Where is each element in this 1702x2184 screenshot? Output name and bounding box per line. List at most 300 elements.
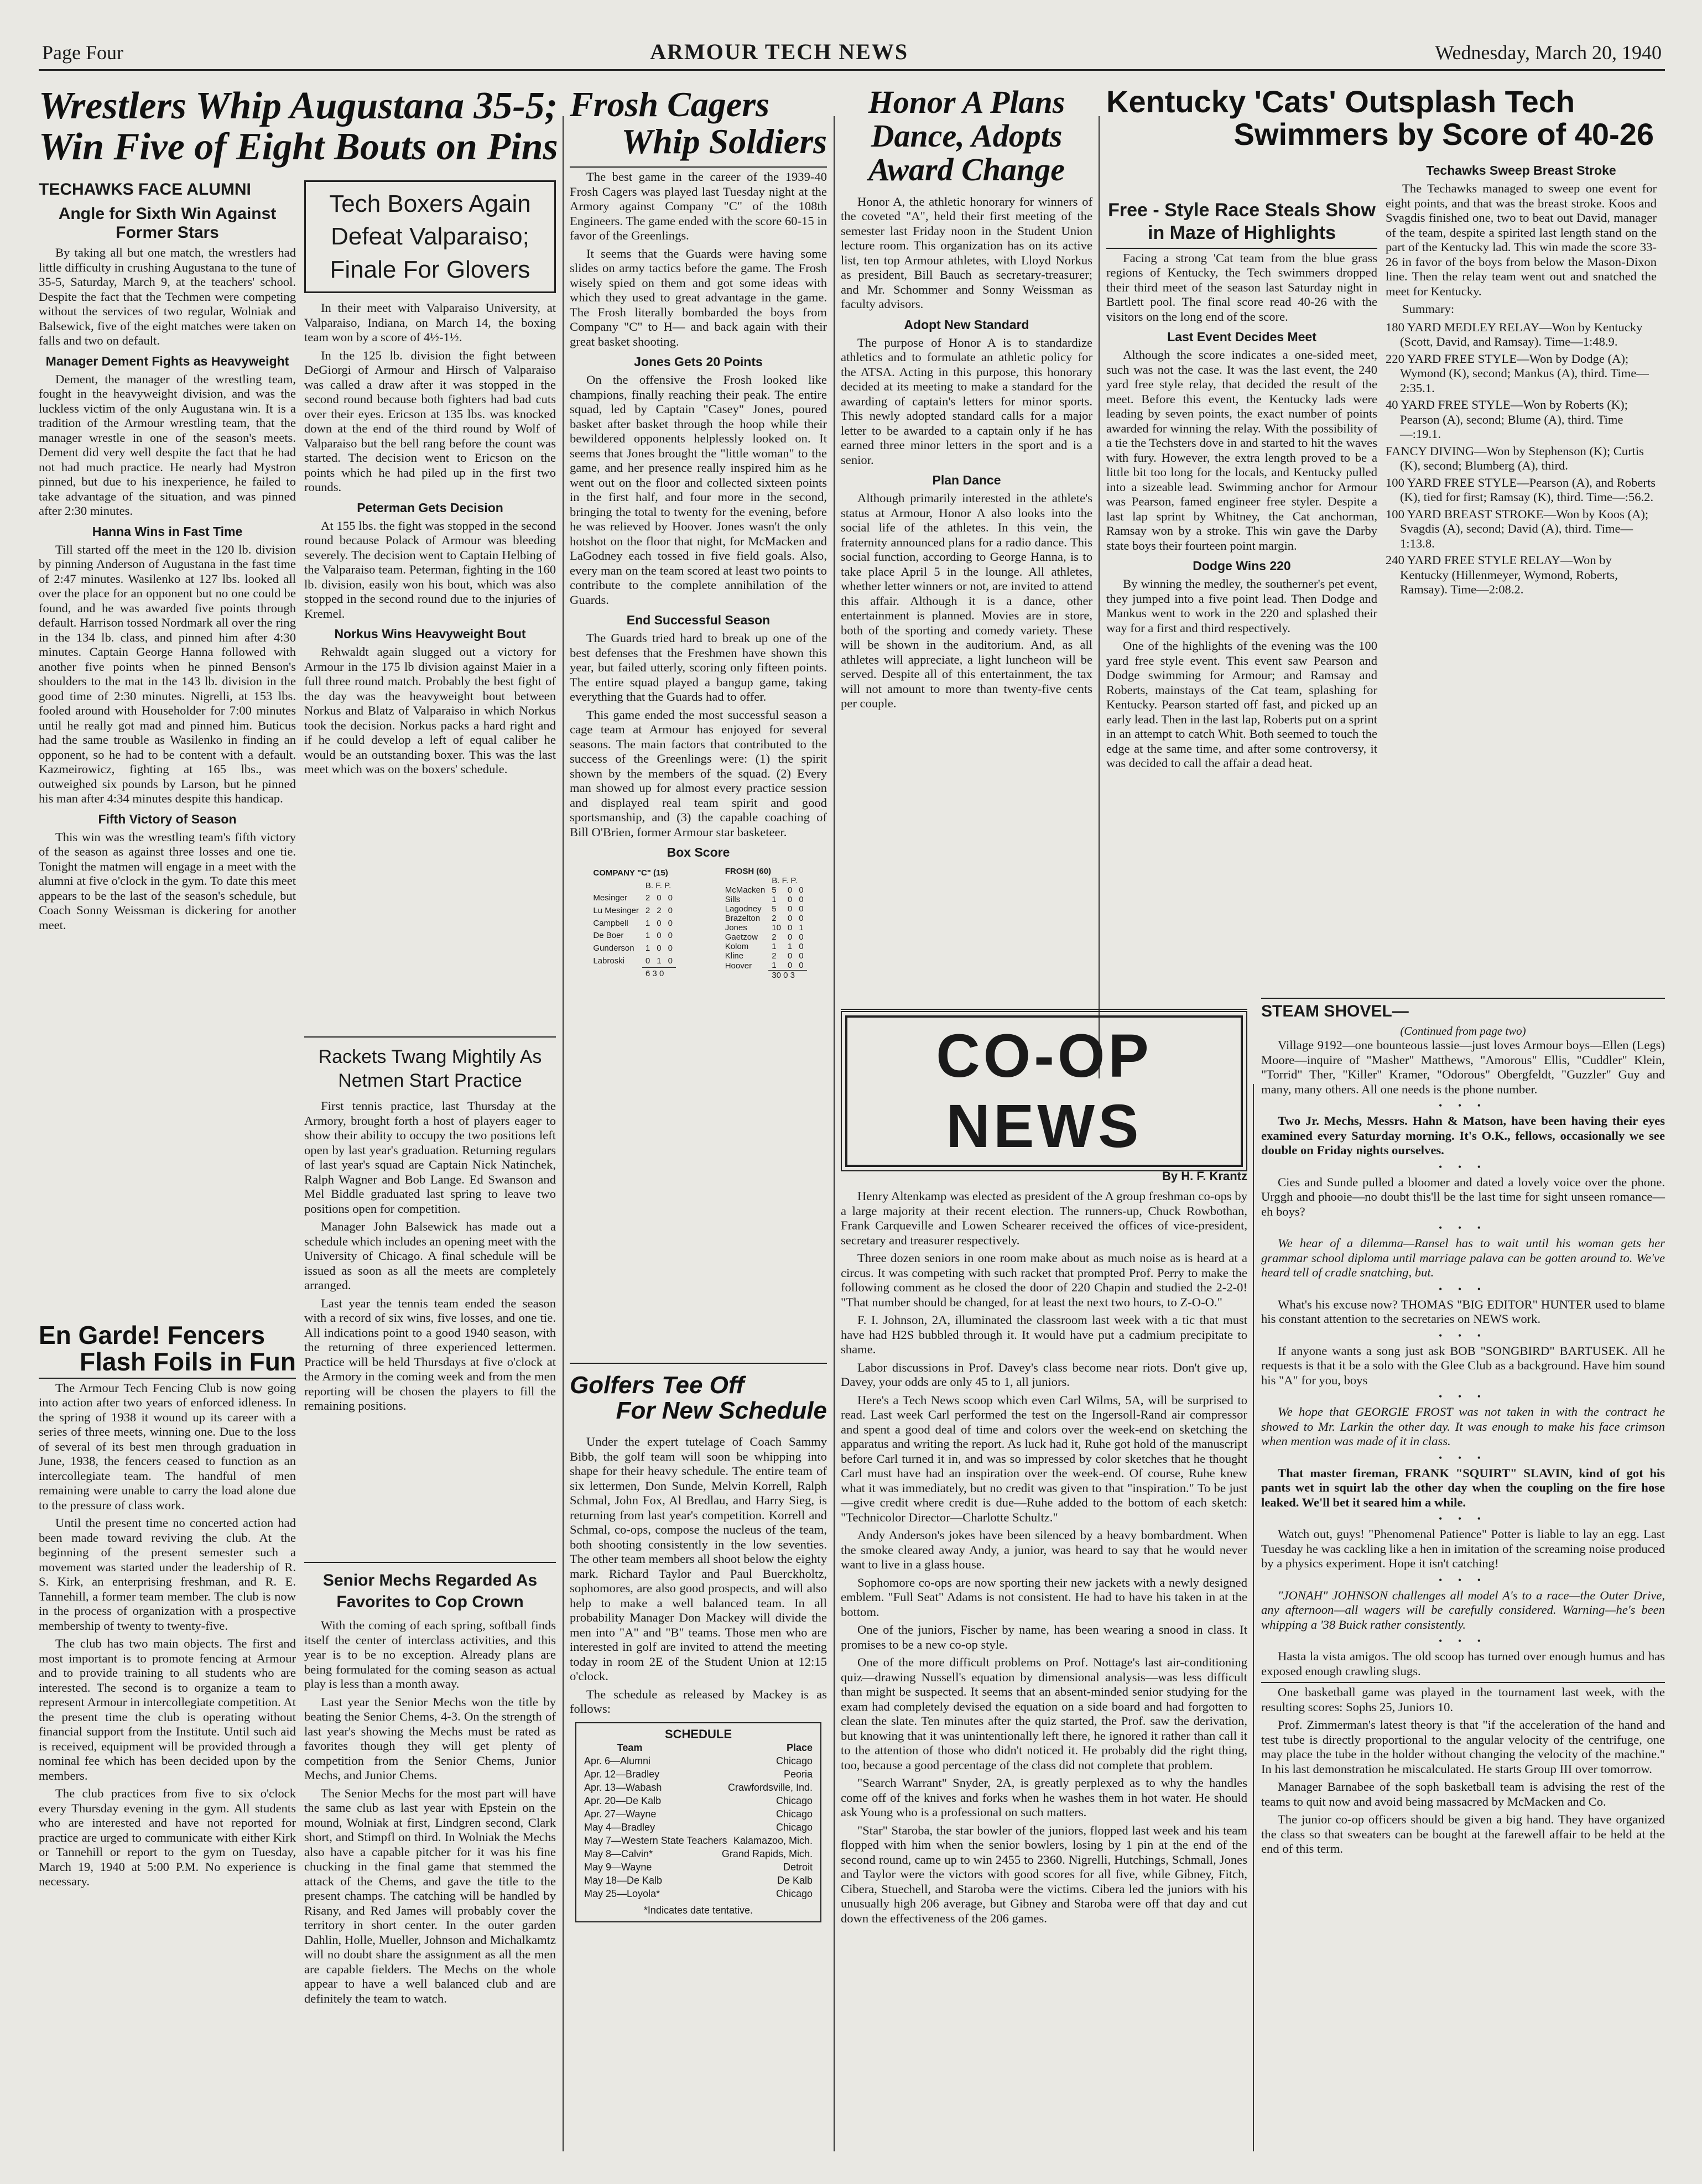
schedule-place: Detroit: [783, 1861, 813, 1873]
shovel-item: Village 9192—one bounteous lassie—just loves Armour boys—Ellen (Legs) Moore—inquire of "Masher" Matthews, "Amorous" Ellis, "Cuddler" Klein, "Torrid" Ther, "Killer" Kramer, "Odorous" Obergfeldt, "Guzzler" Guy and many, many others. All one needs is the phone number.: [1261, 1038, 1665, 1096]
box-score-cell: 0: [787, 951, 793, 961]
article-paragraph: Until the present time no concerted action had been made toward reviving the club. At the beginning of the present semester such a movement was started under the leadership of R. S. Kirk, an enterprising freshman, and R. E. Tannehill, a former team member. The club is now in the process of organization with a prospective membership of twenty to twenty-five.: [39, 1516, 296, 1633]
schedule-left: [584, 1807, 656, 1821]
box-score-cell: 0: [787, 904, 793, 914]
box-score-cell: 0: [668, 893, 673, 903]
schedule-left: [584, 1887, 660, 1900]
schedule-team: Western State Teachers: [621, 1834, 727, 1846]
newspaper-page: [39, 33, 1665, 2157]
headline-line: Win Five of Eight Bouts on Pins: [39, 125, 558, 168]
dash-separator: —: [616, 1768, 626, 1780]
box-score-cell: 10: [772, 923, 781, 933]
dash-separator: —: [616, 1795, 626, 1806]
shovel-item: What's his excuse now? THOMAS "BIG EDITOR" HUNTER used to blame his constant attention to the secretaries on NEWS work.: [1261, 1297, 1665, 1326]
box-total: 30 0 3: [768, 971, 806, 981]
separator: • • •: [1439, 1330, 1487, 1341]
separator: • • •: [1439, 1391, 1487, 1402]
schedule-team: Loyola*: [627, 1888, 660, 1899]
dash-separator: —: [611, 1834, 622, 1846]
shovel-item: Two Jr. Mechs, Messrs. Hahn & Matson, have been having their eyes examined every Saturday morning. It's O.K., fellows, occasionally we see double on Friday nights ourselves.: [1261, 1114, 1665, 1157]
article-paragraph: Facing a strong 'Cat team from the blue grass regions of Kentucky, the Tech swimmers dropped their third meet of the season last Saturday night in Bartlett pool. The final score read 40-26 with the visitors on the long end of the score.: [1106, 251, 1377, 324]
article-paragraph: The Guards tried hard to break up one of the best defenses that the Freshmen have shown this year, but failed utterly, scoring only fifteen points. The entire squad played a bangup game, taking everything that the Guards had to offer.: [570, 631, 827, 704]
rule: [304, 1036, 556, 1038]
box-score-cell: Lagodney: [725, 904, 762, 914]
dash-separator: —: [616, 1781, 626, 1793]
frosh-article: [570, 86, 827, 983]
kentucky-article-cont: [1386, 158, 1657, 600]
box-score-cell: 2: [772, 951, 777, 961]
schedule-place: Crawfordsville, Ind.: [727, 1781, 813, 1793]
article-paragraph: In their meet with Valparaiso University, at Valparaiso, Indiana, on March 14, the boxing team won by a score of 4½-1½.: [304, 301, 556, 345]
box-score-cell: 0: [787, 895, 793, 905]
article-paragraph: One of the highlights of the evening was the 100 yard free style event. This event saw Pearson and Dodge swimming for Armour; and Ramsay and Roberts, mainstays of the Cat team, splashing for Kentucky. Pearson started off fast, and picked up an early lead. Then in the last lap, Roberts put on a sprint in an attempt to catch Whit. Both seemed to touch the edge at the same time, and after some controversy, it was decided to call the affair a dead heat.: [1106, 639, 1377, 770]
box-score-cell: 1: [645, 943, 650, 953]
box-score-cell: 0: [657, 931, 662, 941]
shovel-item: Cies and Sunde pulled a bloomer and dated a lovely voice over the phone. Urggh and phooie—no doubt this'll be the last time for sight unseen romance—eh boys?: [1261, 1175, 1665, 1218]
box-total: 6 3 0: [642, 967, 676, 980]
article-paragraph: First tennis practice, last Thursday at the Armory, brought forth a host of players eager to show their ability to occupy the two positions left open by last year's graduation. Returning regulars of last year's squad are Captain Nick Natinchek, Ralph Wagner and Bob Lange. Ed Swanson and Mel Biddle graduated last spring to leave two positions open for competition.: [304, 1099, 556, 1216]
dash-separator: —: [616, 1808, 626, 1820]
box-score-cell: Sills: [725, 895, 741, 905]
box-score-row: [722, 923, 807, 932]
summary-line: 220 YARD FREE STYLE—Won by Dodge (A); Wymond (K), second; Mankus (A), third. Time—2:35.1.: [1386, 351, 1649, 395]
schedule-left: [584, 1847, 653, 1860]
box-score-cell: McMacken: [725, 885, 766, 895]
dash-separator: —: [611, 1848, 622, 1859]
rule: [570, 166, 827, 168]
article-paragraph: Dement, the manager of the wrestling team, fought in the heavyweight division, and was the luckless victim of the only Augustana win. It is a tradition of the Armour wrestling team, that the manager wrestle in one of the season's meets. Dement did very well despite the fact that he had not had much practice. He nearly had Mystron pinned, but due to his inexperience, he failed to take advantage of the situation, and was pinned after 2:30 minutes.: [39, 372, 296, 518]
schedule-rows: [584, 1754, 813, 1900]
box-score-row: [722, 914, 807, 923]
seniors-headline: Senior Mechs Regarded As Favorites to Cop Crown: [322, 1571, 538, 1611]
honor-a-article: [841, 86, 1092, 715]
box-score-row: [590, 904, 676, 917]
box-score-cell: 0: [657, 943, 662, 953]
box-team-head: COMPANY "C" (15): [593, 868, 668, 878]
article-paragraph: The best game in the career of the 1939-40 Frosh Cagers was played last Tuesday night at the Armory against Company "C" of the 108th Engineers. The game ended with the score 60-15 in favor of the Greenlings.: [570, 170, 827, 243]
schedule-team: Wayne: [626, 1808, 657, 1820]
box-score-cell: 0: [799, 895, 804, 905]
summary-line: FANCY DIVING—Won by Stephenson (K); Curtis (K), second; Blumberg (A), third.: [1386, 444, 1644, 472]
box-score-cell: 0: [799, 914, 804, 924]
coop-item: Sophomore co-ops are now sporting their new jackets with a newly designed emblem. "Full Seat" Adams is not consistent. He had to have his taken in at the bottom.: [841, 1575, 1247, 1619]
schedule-note: *Indicates date tentative.: [643, 1904, 753, 1916]
schedule-date: Apr. 6: [584, 1755, 611, 1766]
schedule-date: May 8: [584, 1848, 612, 1859]
dash-separator: —: [617, 1874, 627, 1886]
box-score-left: [590, 867, 676, 980]
wrestlers-article: [39, 177, 296, 936]
coop-item: Labor discussions in Prof. Davey's class become near riots. Don't give up, Davey, your odds are only 45 to 1, all juniors.: [841, 1360, 1247, 1389]
box-score-title: Box Score: [667, 845, 730, 860]
box-score-cell: 0: [668, 906, 673, 916]
schedule-row: [584, 1834, 813, 1847]
schedule-date: Apr. 12: [584, 1768, 616, 1780]
box-score-row: [590, 942, 676, 955]
article-paragraph: The Armour Tech Fencing Club is now going into action after two years of enforced idleness. In the spring of 1938 it wound up its career with a series of three meets, winning one. Due to the loss of several of its best men through graduation in June, 1938, the fencers ceased to function as an intercollegiate team. The handful of men remaining were unable to carry the load alone due to the pressure of class work.: [39, 1380, 296, 1512]
boxers-headline: Tech Boxers Again Defeat Valparaiso; Finale For Glovers: [304, 180, 556, 293]
box-cols: B. F. P.: [772, 876, 798, 886]
summary-line: 100 YARD FREE STYLE—Pearson (A), and Roberts (K), tied for first; Ramsay (K), third. Time—:56.2.: [1386, 475, 1656, 504]
box-score-cell: 1: [772, 895, 777, 905]
separator: • • •: [1439, 1283, 1487, 1295]
summary-line: 40 YARD FREE STYLE—Won by Roberts (K); Pearson (A), second; Blume (A), third. Time—:19.1.: [1386, 398, 1628, 441]
box-score-cell: Gaetzow: [725, 932, 758, 942]
schedule-date: May 7: [584, 1834, 612, 1846]
article-subhead: Techawks Sweep Breast Stroke: [1426, 163, 1616, 178]
rule: [304, 1562, 556, 1563]
headline-line: Golfers Tee Off: [570, 1372, 745, 1399]
schedule-date: May 25: [584, 1888, 617, 1899]
shovel-item: Hasta la vista amigos. The old scoop has turned over enough humus and has exposed enough crawling slugs.: [1261, 1649, 1665, 1678]
coop-item: One of the juniors, Fischer by name, has been wearing a snood in class. It promises to be a new co-op style.: [841, 1623, 1247, 1651]
schedule-team: Bradley: [626, 1768, 660, 1780]
box-score-cell: 0: [787, 961, 793, 971]
coop-news-title: CO-OP NEWS: [845, 1015, 1243, 1167]
tennis-article: [304, 1034, 556, 1417]
article-subhead: Dodge Wins 220: [1193, 559, 1291, 574]
box-score-cell: 1: [799, 923, 804, 933]
shovel-item: Prof. Zimmerman's latest theory is that "if the acceleration of the hand and test tube is directly proportional to the angular velocity of the centrifuge, one may place the tube in the holder without changing the velocity of the machine." In his last demonstration he miscalculated. He starts Group III over tomorrow.: [1261, 1718, 1665, 1776]
box-score-cell: 2: [657, 906, 662, 916]
schedule-header: [584, 1741, 813, 1754]
article-paragraph: On the offensive the Frosh looked like champions, finally reaching their peak. The entire squad, led by Captain "Casey" Jones, poured basket after basket through the hoop while their bewildered opponents helplessly looked on. It seems that Jones brought the "little woman" to the game, and her presence really inspired him as he went out on the floor and collected sixteen points in the first half, and four more in the second, bringing the total to twenty for the evening, before he was relieved by Hoover. Jones wasn't the only hotshot on the floor that night, for McMacken and LaGodney each tossed in five field goals. Also, every man on the team scored at least two points to contribute to the complete annihilation of the Guards.: [570, 373, 827, 607]
page-number: Page Four: [42, 41, 123, 64]
schedule-date: Apr. 27: [584, 1808, 616, 1820]
box-score-cell: 0: [657, 893, 662, 903]
separator: • • •: [1439, 1513, 1487, 1524]
box-score-cell: 0: [799, 932, 804, 942]
schedule-date: May 9: [584, 1861, 612, 1873]
seniors-article: [304, 1560, 556, 2009]
box-score-cell: De Boer: [593, 931, 624, 941]
box-score-cell: 1: [645, 918, 650, 928]
coop-item: "Search Warrant" Snyder, 2A, is greatly perplexed as to why the handles come off of the knives and forks when he washes them in hot water. He should ask Young who is a professional on such matters.: [841, 1776, 1247, 1819]
article-paragraph: With the coming of each spring, softball finds itself the center of interclass activities, and this year is to be no exception. Already plans are being formulated for the coming season as actual play is less than a month away.: [304, 1618, 556, 1691]
box-score-cell: 2: [772, 914, 777, 924]
schedule-date: Apr. 13: [584, 1781, 616, 1793]
box-score-row: [722, 895, 807, 904]
article-subhead: End Successful Season: [626, 613, 771, 628]
box-score-cell: 0: [799, 961, 804, 971]
article-paragraph: The schedule as released by Mackey is as follows:: [570, 1687, 827, 1716]
schedule-place: Kalamazoo, Mich.: [733, 1834, 813, 1846]
kentucky-article: [1106, 194, 1377, 774]
issue-date: Wednesday, March 20, 1940: [1435, 41, 1662, 64]
box-score-row: [722, 961, 807, 971]
rule: [1261, 1682, 1665, 1683]
schedule-row: [584, 1874, 813, 1887]
frosh-headline: [570, 86, 827, 160]
article-paragraph: Under the expert tutelage of Coach Sammy Bibb, the golf team will soon be whipping into shape for their heavy schedule. The entire team of six lettermen, Don Sunde, Melvin Korrell, Ralph Schmal, John Fox, Al Bredlau, and Harry Sieg, is returning from last year's competition. Korrell and Schmal, co-ops, compose the nucleus of the team, both shooting consistently in the low seventies. The other team members all shoot below the eighty mark. Richard Taylor and Paul Buerckholtz, sophomores, are also good prospects, and will also help to make a well balanced team. In all probability Manager Don Mackey will divide the men into "A" and "B" teams. Those men who are interested in golf are invited to attend the meeting today in room 2E of the Student Union at 12:15 o'clock.: [570, 1435, 827, 1683]
box-score-cell: Hoover: [725, 961, 752, 971]
headline-line: Wrestlers Whip Augustana 35-5;: [39, 85, 558, 127]
separator: • • •: [1439, 1635, 1487, 1646]
fencers-headline: [39, 1322, 296, 1375]
article-paragraph: At 155 lbs. the fight was stopped in the second round because Polack of Armour was bleeding severely. The decision went to Captain Helbing of the Valparaiso team. Peterman, fighting in the 160 lb. division, easily won his bout, which was also stopped in the second round due to the injuries of Kremel.: [304, 518, 556, 621]
rule: [1106, 248, 1377, 249]
article-subhead: Norkus Wins Heavyweight Bout: [334, 627, 526, 642]
article-paragraph: This win was the wrestling team's fifth victory of the season as against three losses and one tie. Tonight the matmen will engage in a meet with the alumni at five o'clock in the gym. To date this meet appears to be the last of the season's schedule, but Coach Sonny Weissman is dickering for another meet.: [39, 830, 296, 932]
article-subhead: Jones Gets 20 Points: [634, 355, 763, 369]
coop-item: One of the more difficult problems on Prof. Nottage's last air-conditioning quiz—drawing Nussell's equation by dimensional analysis—was less difficult than might be suspected. It seems that an absent-minded senior studying for the exam had completely devised the equation on a side board and had forgotten to clean the slate. Ten minutes after the quiz started, the Prof. saw the derivation, but knowing that it was unintentionally left there, he ignored it rather than call it to the attention of those who didn't noticed it. He probably did the right thing, too, because a good percentage of the class did not complete that problem.: [841, 1655, 1247, 1772]
box-score-cell: Kline: [725, 951, 744, 961]
box-score-cell: 2: [645, 893, 650, 903]
schedule-place: De Kalb: [777, 1874, 813, 1886]
box-score-cell: 0: [787, 914, 793, 924]
schedule-row: [584, 1781, 813, 1794]
schedule-team: De Kalb: [627, 1874, 663, 1886]
article-paragraph: Last year the Senior Mechs won the title by beating the Senior Chems, 4-3. On the strength of last year's showing the Mechs must be rated as favorites though they will get plenty of competition from the Senior Chems, Junior Mechs, and Junior Chems.: [304, 1695, 556, 1782]
schedule-title: SCHEDULE: [664, 1727, 732, 1741]
schedule-place: Chicago: [775, 1808, 813, 1820]
box-score-cell: 0: [787, 923, 793, 933]
article-paragraph: Honor A, the athletic honorary for winners of the coveted "A", held their first meeting of the semester last Friday noon in the Student Union lecture room. This organization has on its active list, ten top Armour athletes, with Lloyd Norkus as president, Bill Bauch as secretary-treasurer; and Mr. Schommer and Sonny Weissman as faculty advisors.: [841, 194, 1092, 311]
box-score-right: [722, 867, 807, 980]
schedule-left: [584, 1834, 727, 1847]
box-score-row: [590, 917, 676, 930]
shovel-item: The junior co-op officers should be given a big hand. They have organized the class so that sweaters can be bought at the farewell affair to be held at the end of this term.: [1261, 1812, 1665, 1855]
schedule-date: Apr. 20: [584, 1795, 616, 1806]
separator: • • •: [1439, 1100, 1487, 1111]
shovel-item: We hope that GEORGIE FROST was not taken in with the contract he showed to Mr. Larkin the other day. It was enough to make his face crimson when mention was made of it in class.: [1261, 1405, 1665, 1448]
byline: By H. F. Krantz: [1162, 1169, 1247, 1183]
rule: [39, 1378, 296, 1379]
summary-line: 100 YARD BREAST STROKE—Won by Koos (A); Svagdis (A), second; David (A), third. Time—1:13.8.: [1386, 507, 1649, 550]
schedule-place: Grand Rapids, Mich.: [721, 1848, 813, 1859]
schedule-row: [584, 1768, 813, 1781]
box-score-cell: 0: [668, 918, 673, 928]
box-score-cell: 0: [799, 942, 804, 952]
headline-line: Kentucky 'Cats' Outsplash Tech: [1106, 84, 1575, 119]
rule: [570, 1363, 827, 1364]
schedule-team: Wabash: [626, 1781, 662, 1793]
box-score-cell: 0: [799, 951, 804, 961]
schedule-place: Chicago: [775, 1888, 813, 1899]
box-score-cell: 0: [799, 904, 804, 914]
box-score-cell: Campbell: [593, 918, 628, 928]
rule: [841, 1009, 1247, 1010]
shovel-item: Watch out, guys! "Phenomenal Patience" Potter is liable to lay an egg. Last Tuesday he was cackling like a hen in imitation of the screaming noise produced by a physics experiment. Hope it isn't catching!: [1261, 1527, 1665, 1570]
dash-separator: —: [617, 1888, 627, 1899]
schedule-place: Chicago: [775, 1795, 813, 1806]
summary-title: Summary:: [1402, 302, 1455, 316]
box-score-row: [590, 930, 676, 942]
folio-bar: [39, 33, 1665, 71]
schedule-place: Chicago: [775, 1755, 813, 1766]
schedule-row: [584, 1847, 813, 1860]
dash-separator: —: [610, 1755, 621, 1766]
article-paragraph: Rehwaldt again slugged out a victory for Armour in the 175 lb division against Maier in a full three round match. Probably the best fight of the day was the heavyweight bout between Norkus and Blatz of Valparaiso in which Norkus took the decision. Norkus packs a hard right and if he could develop a left of equal caliber he would be an outstanding boxer. This was the last meet which was on the boxers' schedule.: [304, 645, 556, 776]
separator: • • •: [1439, 1161, 1487, 1172]
schedule-left: [584, 1874, 662, 1887]
schedule-place: Peoria: [783, 1768, 813, 1780]
tennis-headline: Rackets Twang Mightily As Netmen Start Practice: [318, 1046, 542, 1091]
schedule-row: [584, 1794, 813, 1807]
article-paragraph: Manager John Balsewick has made out a schedule which includes an opening meet with the University of Chicago. A final schedule will be issued as soon as all the meets are completely arranged.: [304, 1219, 556, 1292]
box-score-cell: 0: [799, 885, 804, 895]
box-score-cell: 0: [657, 918, 662, 928]
coop-item: Here's a Tech News scoop which even Carl Wilms, 5A, will be surprised to read. Last week Carl performed the test on the Ingersoll-Rand air compressor and spent a good deal of time and colors over the week-end on sketching the apparatus and writing the report. As luck had it, Ruhe got hold of the manuscript before Carl turned it in, and was so impressed by color sketches that he thought Carl must have had an inspiration over the week-end. Of course, Ruhe knew what it was immediately, but no credit was given to that "inspiration." To be just—give credit where credit is due—Ruhe added to the bottom of each sketch: "Technicolor Director—Charlotte Schultz.": [841, 1393, 1247, 1524]
headline-line: Whip Soldiers: [621, 122, 827, 161]
article-paragraph: The Senior Mechs for the most part will have the same club as last year with Epstein on the mound, Wolniak at first, Lindgren second, Clark short, and Stimpfl on third. In Wolniak the Mechs also have a capable pitcher for it was his fine chucking in the final game that stemmed the attack of the Chems, and gave the title to the present champs. The catching will be handled by Risany, and Red James will probably cover the territory in short center. In the outer garden Dahlin, Holle, Mueller, Johnson and Michalkamtz will no doubt share the assignment as all the men are capable fielders. The Mechs on the whole appear to have a well balanced club and are definitely the team to watch.: [304, 1786, 556, 2005]
box-score-cell: 1: [772, 942, 777, 952]
schedule-team: Wayne: [621, 1861, 652, 1873]
column-rule: [834, 116, 835, 2151]
box-score-row: [722, 932, 807, 942]
box-score-cell: Lu Mesinger: [593, 906, 639, 916]
honor-a-headline: Honor A Plans Dance, Adopts Award Change: [868, 84, 1065, 187]
article-deck: Free - Style Race Steals Show in Maze of Highlights: [1108, 200, 1376, 243]
headline-line: For New Schedule: [616, 1397, 827, 1425]
box-score-row: [722, 885, 807, 895]
dash-separator: —: [611, 1861, 622, 1873]
article-deck: Angle for Sixth Win Against Former Stars: [58, 205, 277, 242]
article-paragraph: Last year the tennis team ended the season with a record of six wins, five losses, and one tie. All indications point to a good 1940 season, with the returning of three experienced lettermen. Practice will be held Thursdays at five o'clock at the Armory in the coming week and from the men reporting will be chosen the players to fill the remaining positions.: [304, 1296, 556, 1412]
headline-line: Swimmers by Score of 40-26: [1233, 116, 1654, 152]
box-score-cell: 0: [668, 943, 673, 953]
boxers-article: [304, 177, 556, 780]
article-subhead: Fifth Victory of Season: [98, 811, 237, 826]
steam-shovel-title: STEAM SHOVEL—: [1261, 1002, 1409, 1020]
box-score-cell: Brazelton: [725, 914, 761, 924]
dash-separator: —: [611, 1821, 622, 1833]
article-subhead: Hanna Wins in Fast Time: [92, 524, 243, 539]
coop-item: Andy Anderson's jokes have been silenced by a heavy bombardment. When the smoke cleared away Andy, a junior, was heard to say that he would never want to live in a glass house.: [841, 1528, 1247, 1571]
separator: • • •: [1439, 1452, 1487, 1463]
box-score-row: [722, 904, 807, 914]
separator: • • •: [1439, 1574, 1487, 1586]
schedule-row: [584, 1821, 813, 1834]
box-score-cell: Mesinger: [593, 893, 628, 903]
article-paragraph: By taking all but one match, the wrestlers had little difficulty in crushing Augustana to the tune of 35-5, Saturday, March 9, at the teachers' school. Despite the fact that the Techmen were competing without the services of two regular, Wolniak and Balsewick, five of the eight matches were taken on falls and two on default.: [39, 246, 296, 347]
paper-name: ARMOUR TECH NEWS: [650, 39, 909, 64]
box-score-cell: 0: [787, 932, 793, 942]
schedule-row: [584, 1860, 813, 1874]
box-score-cell: Gunderson: [593, 943, 634, 953]
box-cols: B. F. P.: [645, 880, 672, 890]
box-score-cell: 2: [645, 906, 650, 916]
box-score-cell: 0: [787, 885, 793, 895]
schedule-team: De Kalb: [626, 1795, 662, 1806]
article-paragraph: It seems that the Guards were having some slides on army tactics before the game. The Frosh wisely spied on them and got some ideas with which they used to great advantage in the game. The Frosh literally bombarded the boys from Company "C" to H— and back again with their great basket shooting.: [570, 246, 827, 348]
box-score-cell: 1: [657, 956, 662, 966]
kentucky-headline: [1106, 86, 1665, 151]
coop-news: [841, 1007, 1247, 1929]
box-score-row: [722, 951, 807, 961]
schedule-team: Alumni: [620, 1755, 651, 1766]
shovel-item: That master fireman, FRANK "SQUIRT" SLAVIN, kind of got his pants wet in squirt lab the other day when the coupling on the fire hose leaked. We'll bet it seared him a while.: [1261, 1466, 1665, 1509]
coop-item: F. I. Johnson, 2A, illuminated the classroom last week with a tic that must have had H2S bubbled through it. It would have put a cadmium precipitate to shame.: [841, 1313, 1247, 1356]
schedule-head-place: Place: [786, 1742, 813, 1753]
article-subhead: Last Event Decides Meet: [1167, 330, 1316, 345]
schedule-team: Bradley: [621, 1821, 655, 1833]
headline-line: En Garde! Fencers: [39, 1321, 266, 1349]
box-score-cell: 2: [772, 932, 777, 942]
box-score-row: [590, 892, 676, 905]
golfers-headline: [570, 1373, 827, 1424]
steam-shovel: [1261, 995, 1665, 1860]
schedule-date: May 4: [584, 1821, 612, 1833]
rule: [1261, 998, 1665, 999]
schedule-row: [584, 1754, 813, 1768]
summary-line: 240 YARD FREE STYLE RELAY—Won by Kentucky (Hillenmeyer, Wymond, Roberts, Ramsay). Time—2:08.2.: [1386, 553, 1618, 596]
column-rule: [563, 116, 564, 2151]
box-team-head: FROSH (60): [725, 867, 772, 877]
box-score-cell: 0: [668, 956, 673, 966]
article-paragraph: This game ended the most successful season a cage team at Armour has enjoyed for several seasons. The main factors that contributed to the success of the Greenlings were: (1) the spirit shown by the members of the squad. (2) Every man showed up for almost every practice session and displayed real team spirit and good sportsmanship, and (3) the capable coaching of Bill O'Brien, former Armour star basketeer.: [570, 707, 827, 839]
schedule-left: [584, 1821, 655, 1834]
shovel-item: Manager Barnabee of the soph basketball team is advising the rest of the teams to quit now and avoid being massacred by McMacken and Co.: [1261, 1780, 1665, 1808]
column-rule: [1099, 116, 1100, 1078]
box-score-cell: 0: [645, 956, 650, 966]
fencers-article: [39, 1322, 296, 1893]
schedule-place: Chicago: [775, 1821, 813, 1833]
golfers-article: [570, 1361, 827, 1928]
box-score-row: [722, 942, 807, 951]
article-subhead: Plan Dance: [932, 473, 1001, 488]
box-score-cell: 1: [787, 942, 793, 952]
swim-summary: [1386, 320, 1657, 597]
article-paragraph: The club has two main objects. The first and most important is to promote fencing at Armour and to provide training to all students who are interested. The second is to organize a team to represent Armour in intercollegiate competition. At the present time the club is operating without financial support from the Institute. Until such aid is received, equipment will be provided through a nominal fee which has been decided upon by the members.: [39, 1636, 296, 1782]
schedule-left: [584, 1860, 652, 1874]
shovel-item: If anyone wants a song just ask BOB "SONGBIRD" BARTUSEK. All he requests is that it be a solo with the Glee Club as a background. Have him sound his "A" for you, boys: [1261, 1343, 1665, 1387]
box-score-cell: 5: [772, 885, 777, 895]
wrestlers-headline: [39, 86, 559, 167]
headline-line: Frosh Cagers: [570, 85, 769, 124]
schedule-left: [584, 1768, 659, 1781]
schedule-left: [584, 1794, 661, 1807]
coop-item: Henry Altenkamp was elected as president of the A group freshman co-ops by a large majority at their recent election. The runners-up, Chuck Rowbothan, Frank Carqueville and Lowen Schearer received the offices of vice-president, secretary and treasurer respectively.: [841, 1189, 1247, 1247]
schedule-left: [584, 1781, 662, 1794]
shovel-item: One basketball game was played in the tournament last week, with the resulting scores: Sophs 25, Juniors 10.: [1261, 1685, 1665, 1714]
box-score-row: [590, 955, 676, 967]
box-score-cell: 0: [668, 931, 673, 941]
article-paragraph: Although the score indicates a one-sided meet, such was not the case. It was the last event, the 240 yard free style relay, that decided the result of the meet. Before this event, the Kentucky lads were leading by seven points, the exact number of points awarded for winning the relay. With the possibility of a tie the Techsters dove in and started to hit the waves with fury. However, the extra length proved to be a little bit too long for the locals, and Kentucky pulled into a sizeable lead. Swimming anchor for Armour was Pearson, famed engineer free styler. Despite a last lap sprint by Whitney, the Cat anchorman, Ramsay won by a stroke. This win gave the Darby state boys their fourteen point margin.: [1106, 348, 1377, 552]
article-kicker: TECHAWKS FACE ALUMNI: [39, 180, 251, 199]
headline-line: Flash Foils in Fun: [80, 1347, 296, 1377]
continued-note: (Continued from page two): [1400, 1024, 1526, 1038]
article-paragraph: Although primarily interested in the athlete's status at Armour, Honor A also looks into the social life of the athletes. In this vein, the fraternity announced plans for a radio dance. This social function, according to George Hanna, is to take place April 5 in the lounge. All athletes, whether letter winners or not, are invited to attend this affair. Although it is a dance, other entertainment is planned. Movies are in store, both of the sporting and comedy variety. These will be shown in the auditorium. And, as all athletes will appreciate, a light luncheon will be served. Despite all of this entertainment, the tax will not amount to more than twenty-five cents per couple.: [841, 491, 1092, 711]
schedule-row: [584, 1887, 813, 1900]
article-subhead: Peterman Gets Decision: [357, 500, 503, 515]
box-score-cell: 5: [772, 904, 777, 914]
article-subhead: Manager Dement Fights as Heavyweight: [45, 353, 289, 368]
schedule-head-team: Team: [617, 1742, 643, 1753]
shovel-item: We hear of a dilemma—Ransel has to wait until his woman gets her grammar school diploma until marriage palava can be gotten around to. We've heard tell of cradle snatching, but.: [1261, 1236, 1665, 1279]
article-paragraph: The club practices from five to six o'clock every Thursday evening in the gym. All students who are interested and have not reported for practice are urged to communicate with either Kirk or Tannehill or report to the gym on Tuesday, March 19, 1940 at 5:00 P.M. No experience is necessary.: [39, 1786, 296, 1889]
article-subhead: Adopt New Standard: [904, 317, 1029, 332]
coop-item: "Star" Staroba, the star bowler of the juniors, flopped last week and his team flopped with him when the senior bowlers, losing by 1 pin at the end of the second round, came up to win 2455 to 2360. Nigrelli, Hutchings, Schmall, Jones and Taylor were the victors with good scores for all five, while Gibney, Fitch, Cibera, Stuechell, and Staroba were the victims. Cibera led the juniors with his unusually high 206 average, but Gibney and Staroba were off that day and cut down the effectiveness of the 206 games.: [841, 1823, 1247, 1925]
summary-line: 180 YARD MEDLEY RELAY—Won by Kentucky (Scott, David, and Ramsay). Time—1:48.9.: [1386, 320, 1643, 348]
coop-item: Three dozen seniors in one room make about as much noise as is heard at a circus. It was competing with such racket that prompted Prof. Perry to make the following comment as he closed the door of 220 Chapin and studied the 2-2-0! "That number should be changed, for at least the next two hours, to Z-O-O.": [841, 1251, 1247, 1309]
shovel-item: "JONAH" JOHNSON challenges all model A's to a race—the Outer Drive, any afternoon—all wagers will be carefully considered. Warning—he's been whipping a '38 Buick rather consistently.: [1261, 1588, 1665, 1632]
schedule-team: Calvin*: [621, 1848, 653, 1859]
article-paragraph: Till started off the meet in the 120 lb. division by pinning Anderson of Augustana in the fast time of 2:47 minutes. Wasilenko at 127 lbs. looked all over the place for an opponent but no one could be found, and he was awarded five points through default. Harrison tossed Nordmark all over the ring in the 134 lb. class, and pinned him after 4:30 minutes. Captain George Hanna followed with another five points when he pinned Benson's shoulders to the mat in the 143 lb. division in the good time of 2:30 minutes. Nigrelli, at 153 lbs. fooled around with Householder for 7:00 minutes until he really got mad and pinned him. Buticus had the same trouble as Wasilenko in finding an opponent, so he had to be content with a default. Kazmeirowicz, fighting at 165 lbs., was outweighed six pounds by Larson, but he pinned his man after 4:34 minutes despite this handicap.: [39, 542, 296, 805]
golf-schedule: [575, 1722, 821, 1922]
schedule-date: May 18: [584, 1874, 617, 1886]
box-score-cell: Jones: [725, 923, 747, 933]
article-paragraph: The Techawks managed to sweep one event for eight points, and that was the breast stroke. Koos and Svagdis finished one, two to beat out David, manager of the team, despite a spirited last length stand on the part of the Kentucky lad. This win made the score 33-26 in favor of the boys from below the Mason-Dixon line. Then the relay team went out and snatched the meet for Kentucky.: [1386, 181, 1657, 298]
article-paragraph: By winning the medley, the southerner's pet event, they jumped into a five point lead. Then Dodge and Mankus went to work in the 220 and splashed their way for a first and third respectively.: [1106, 577, 1377, 635]
column-rule: [1253, 1084, 1254, 2151]
box-score-cell: Kolom: [725, 942, 749, 952]
schedule-left: [584, 1754, 650, 1768]
schedule-row: [584, 1807, 813, 1821]
box-score-cell: 1: [772, 961, 777, 971]
box-score: [570, 863, 827, 983]
separator: • • •: [1439, 1222, 1487, 1233]
